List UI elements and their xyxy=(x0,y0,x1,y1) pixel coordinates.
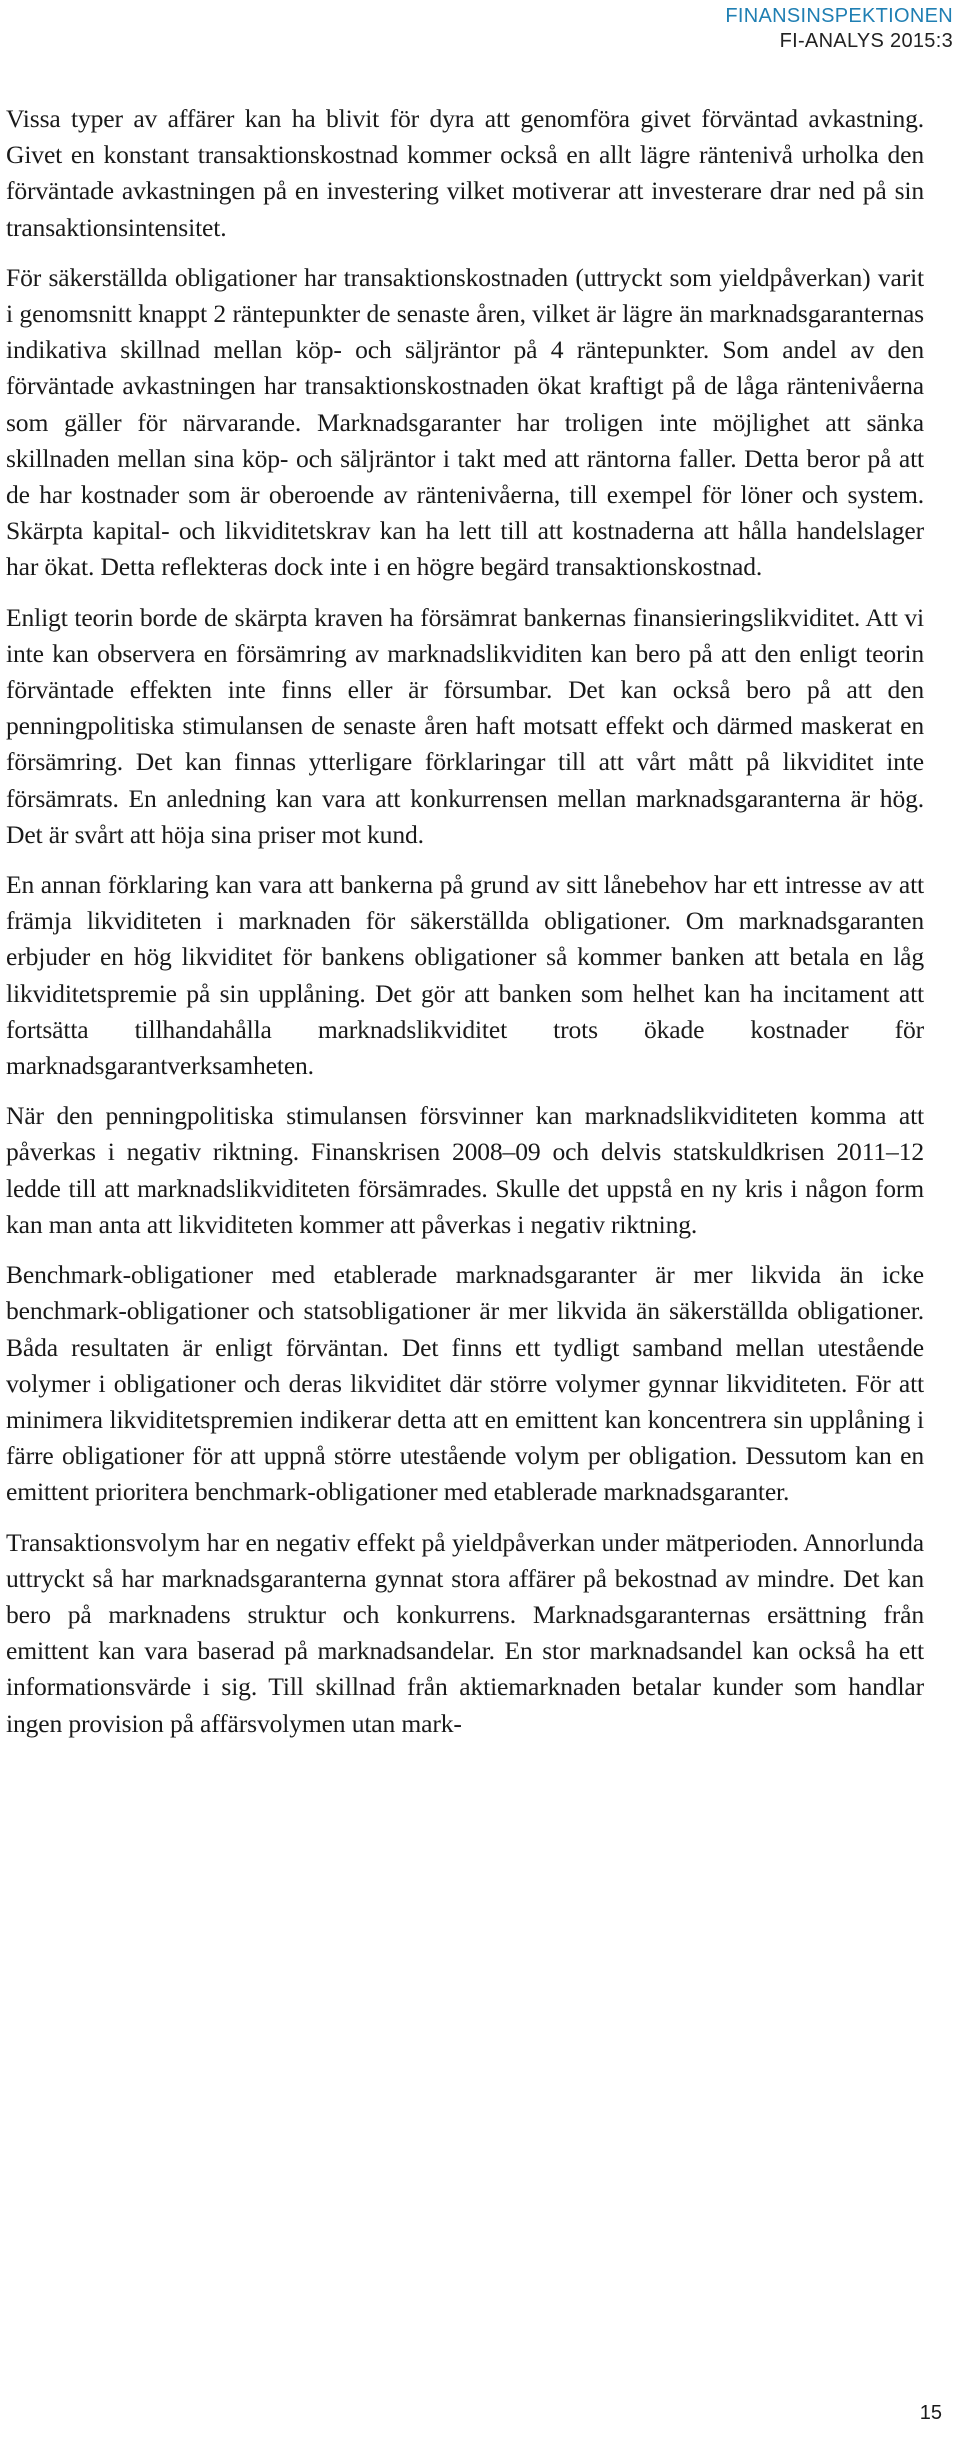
paragraph: För säkerställda obligationer har transaktionskostnaden (uttryckt som yieldpåverkan) varit i genomsnitt knappt 2 räntepunkter de senaste åren, vilket är lägre än marknadsgaranternas indikativa skillnad mellan köp- och säljräntor på 4 räntepunkter. Som andel av den förväntade avkastningen har transaktionskostnaden ökat kraftigt på de låga räntenivåerna som gäller för närvarande. Marknadsgaranter har troligen inte möjlighet att sänka skillnaden mellan sina köp- och säljräntor i takt med att räntorna faller. Detta beror på att de har kostnader som är oberoende av räntenivåerna, till exempel för löner och system. Skärpta kapital- och likviditetskrav kan ha lett till att kostnaderna att hålla handelslager har ökat. Detta reflekteras dock inte i en högre begärd transaktionskostnad. xyxy=(6,262,924,582)
page-header xyxy=(725,4,953,54)
paragraph: Benchmark-obligationer med etablerade marknadsgaranter är mer likvida än icke benchmark-obligationer och statsobligationer är mer likvida än säkerställda obligationer. Båda resultaten är enligt förväntan. Det finns ett tydligt samband mellan utestående volymer i obligationer och deras likviditet där större volymer gynnar likviditeten. För att minimera likviditetspremien indikerar detta att en emittent kan koncentrera sin upplåning i färre obligationer för att uppnå större utestående volym per obligation. Dessutom kan en emittent prioritera benchmark-obligationer med etablerade marknadsgaranter. xyxy=(6,1260,924,1507)
page-number: 15 xyxy=(919,2402,942,2424)
paragraph: Enligt teorin borde de skärpta kraven ha försämrat bankernas finansieringslikviditet. Att vi inte kan observera en försämring av marknadslikviditen kan bero på att den enligt teorin förväntade effekten inte finns eller är försumbar. Det kan också bero på att den penningpolitiska stimulansen de senaste åren haft motsatt effekt och därmed maskerat en försämring. Det kan finnas ytterligare förklaringar till att vårt mått på likviditet inte försämrats. En anledning kan vara att konkurrensen mellan marknadsgaranterna är hög. Det är svårt att höja sina priser mot kund. xyxy=(6,602,924,849)
paragraph: Vissa typer av affärer kan ha blivit för dyra att genomföra givet förväntad avkastning. Givet en konstant transaktionskostnad kommer också en allt lägre räntenivå urholka den förväntade avkastningen på en investering vilket motiverar att investerare drar ned på sin transaktionsintensitet. xyxy=(6,104,924,242)
organization-name: FINANSINSPEKTIONEN xyxy=(725,5,953,27)
paragraph: En annan förklaring kan vara att bankerna på grund av sitt lånebehov har ett intresse av att främja likviditeten i marknaden för säkerställda obligationer. Om marknadsgaranten erbjuder en hög likviditet för bankens obligationer så kommer banken att betala en låg likviditetspremie på sin upplåning. Det gör att banken som helhet kan ha incitament att fortsätta tillhandahålla marknadslikviditet trots ökade kostnader för marknadsgarantverksamheten. xyxy=(6,870,924,1081)
report-id: FI-ANALYS 2015:3 xyxy=(779,30,953,52)
body-text xyxy=(6,101,924,1756)
paragraph: Transaktionsvolym har en negativ effekt på yieldpåverkan under mätperioden. Annorlunda uttryckt så har marknadsgaranterna gynnat stora affärer på bekostnad av mindre. Det kan bero på marknadens struktur och konkurrens. Marknadsgaranternas ersättning från emittent kan vara baserad på marknadsandelar. En stor marknadsandel kan också ha ett informationsvärde i sig. Till skillnad från aktiemarknaden betalar kunder som handlar ingen provision på affärsvolymen utan mark- xyxy=(6,1527,924,1738)
paragraph: När den penningpolitiska stimulansen försvinner kan marknadslikviditeten komma att påverkas i negativ riktning. Finanskrisen 2008–09 och delvis statskuldkrisen 2011–12 ledde till att marknadslikviditeten försämrades. Skulle det uppstå en ny kris i någon form kan man anta att likviditeten kommer att påverkas i negativ riktning. xyxy=(6,1101,924,1239)
